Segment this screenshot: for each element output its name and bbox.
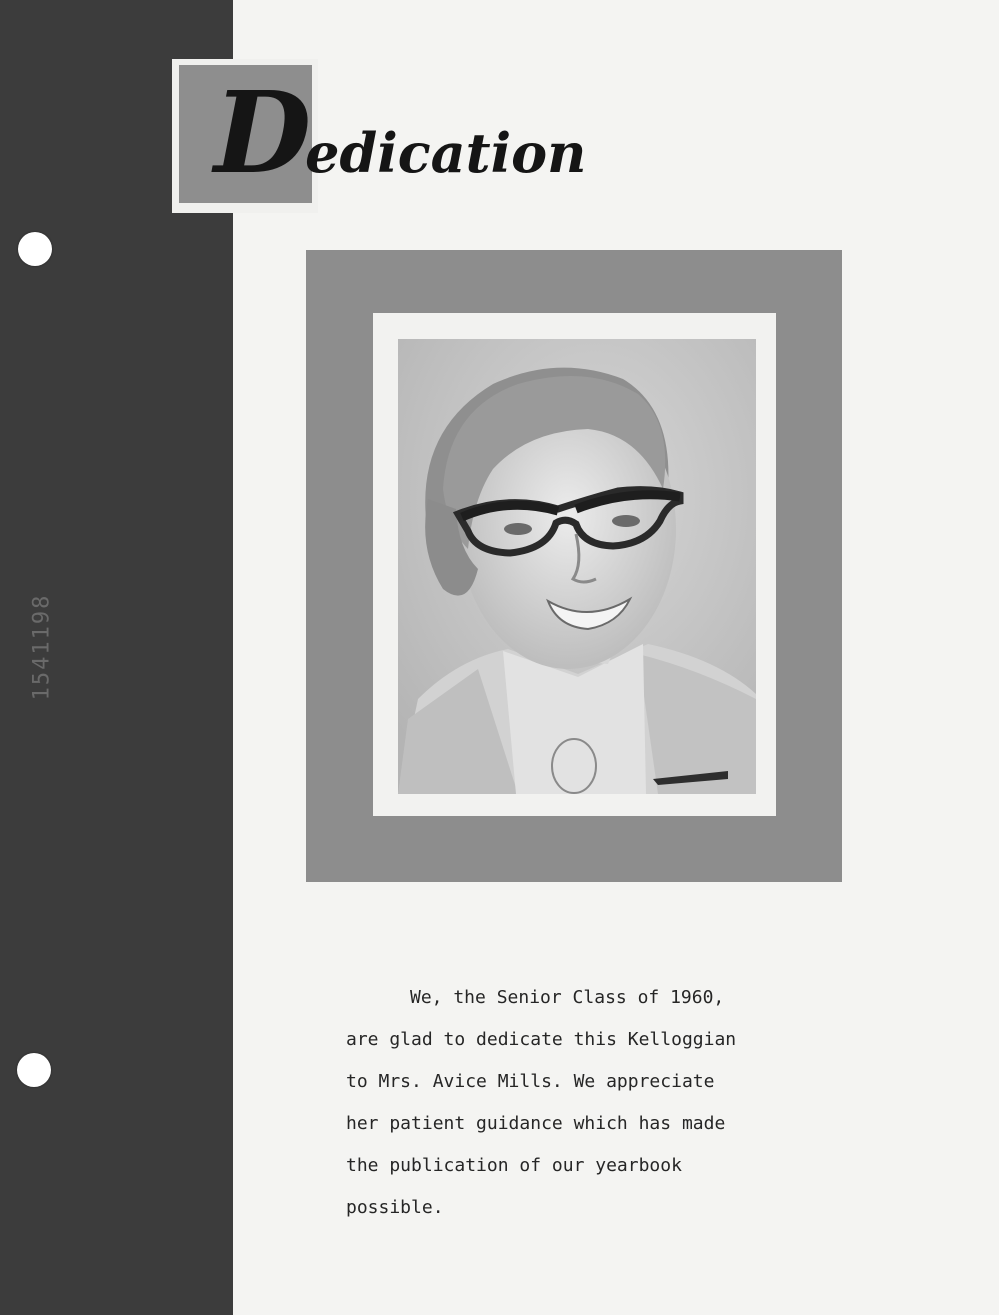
title-initial: D (214, 68, 312, 199)
stamp-number: 1541198 (29, 593, 55, 701)
dedication-line-4: her patient guidance which has made (346, 1113, 726, 1134)
page-title (214, 68, 587, 199)
dedication-line-5: the publication of our yearbook (346, 1155, 682, 1176)
dedication-line-6: possible. (346, 1197, 444, 1218)
spine-stamp (24, 572, 60, 722)
dedication-text (346, 977, 801, 1229)
dedication-line-1: We, the Senior Class of 1960, (410, 987, 725, 1008)
punch-hole-bottom (17, 1053, 51, 1087)
title-rest: edication (305, 121, 587, 185)
portrait-photo (398, 339, 756, 794)
portrait-photo-icon (398, 339, 756, 794)
dedication-line-3: to Mrs. Avice Mills. We appreciate (346, 1071, 715, 1092)
dedication-line-2: are glad to dedicate this Kelloggian (346, 1029, 737, 1050)
punch-hole-top (18, 232, 52, 266)
